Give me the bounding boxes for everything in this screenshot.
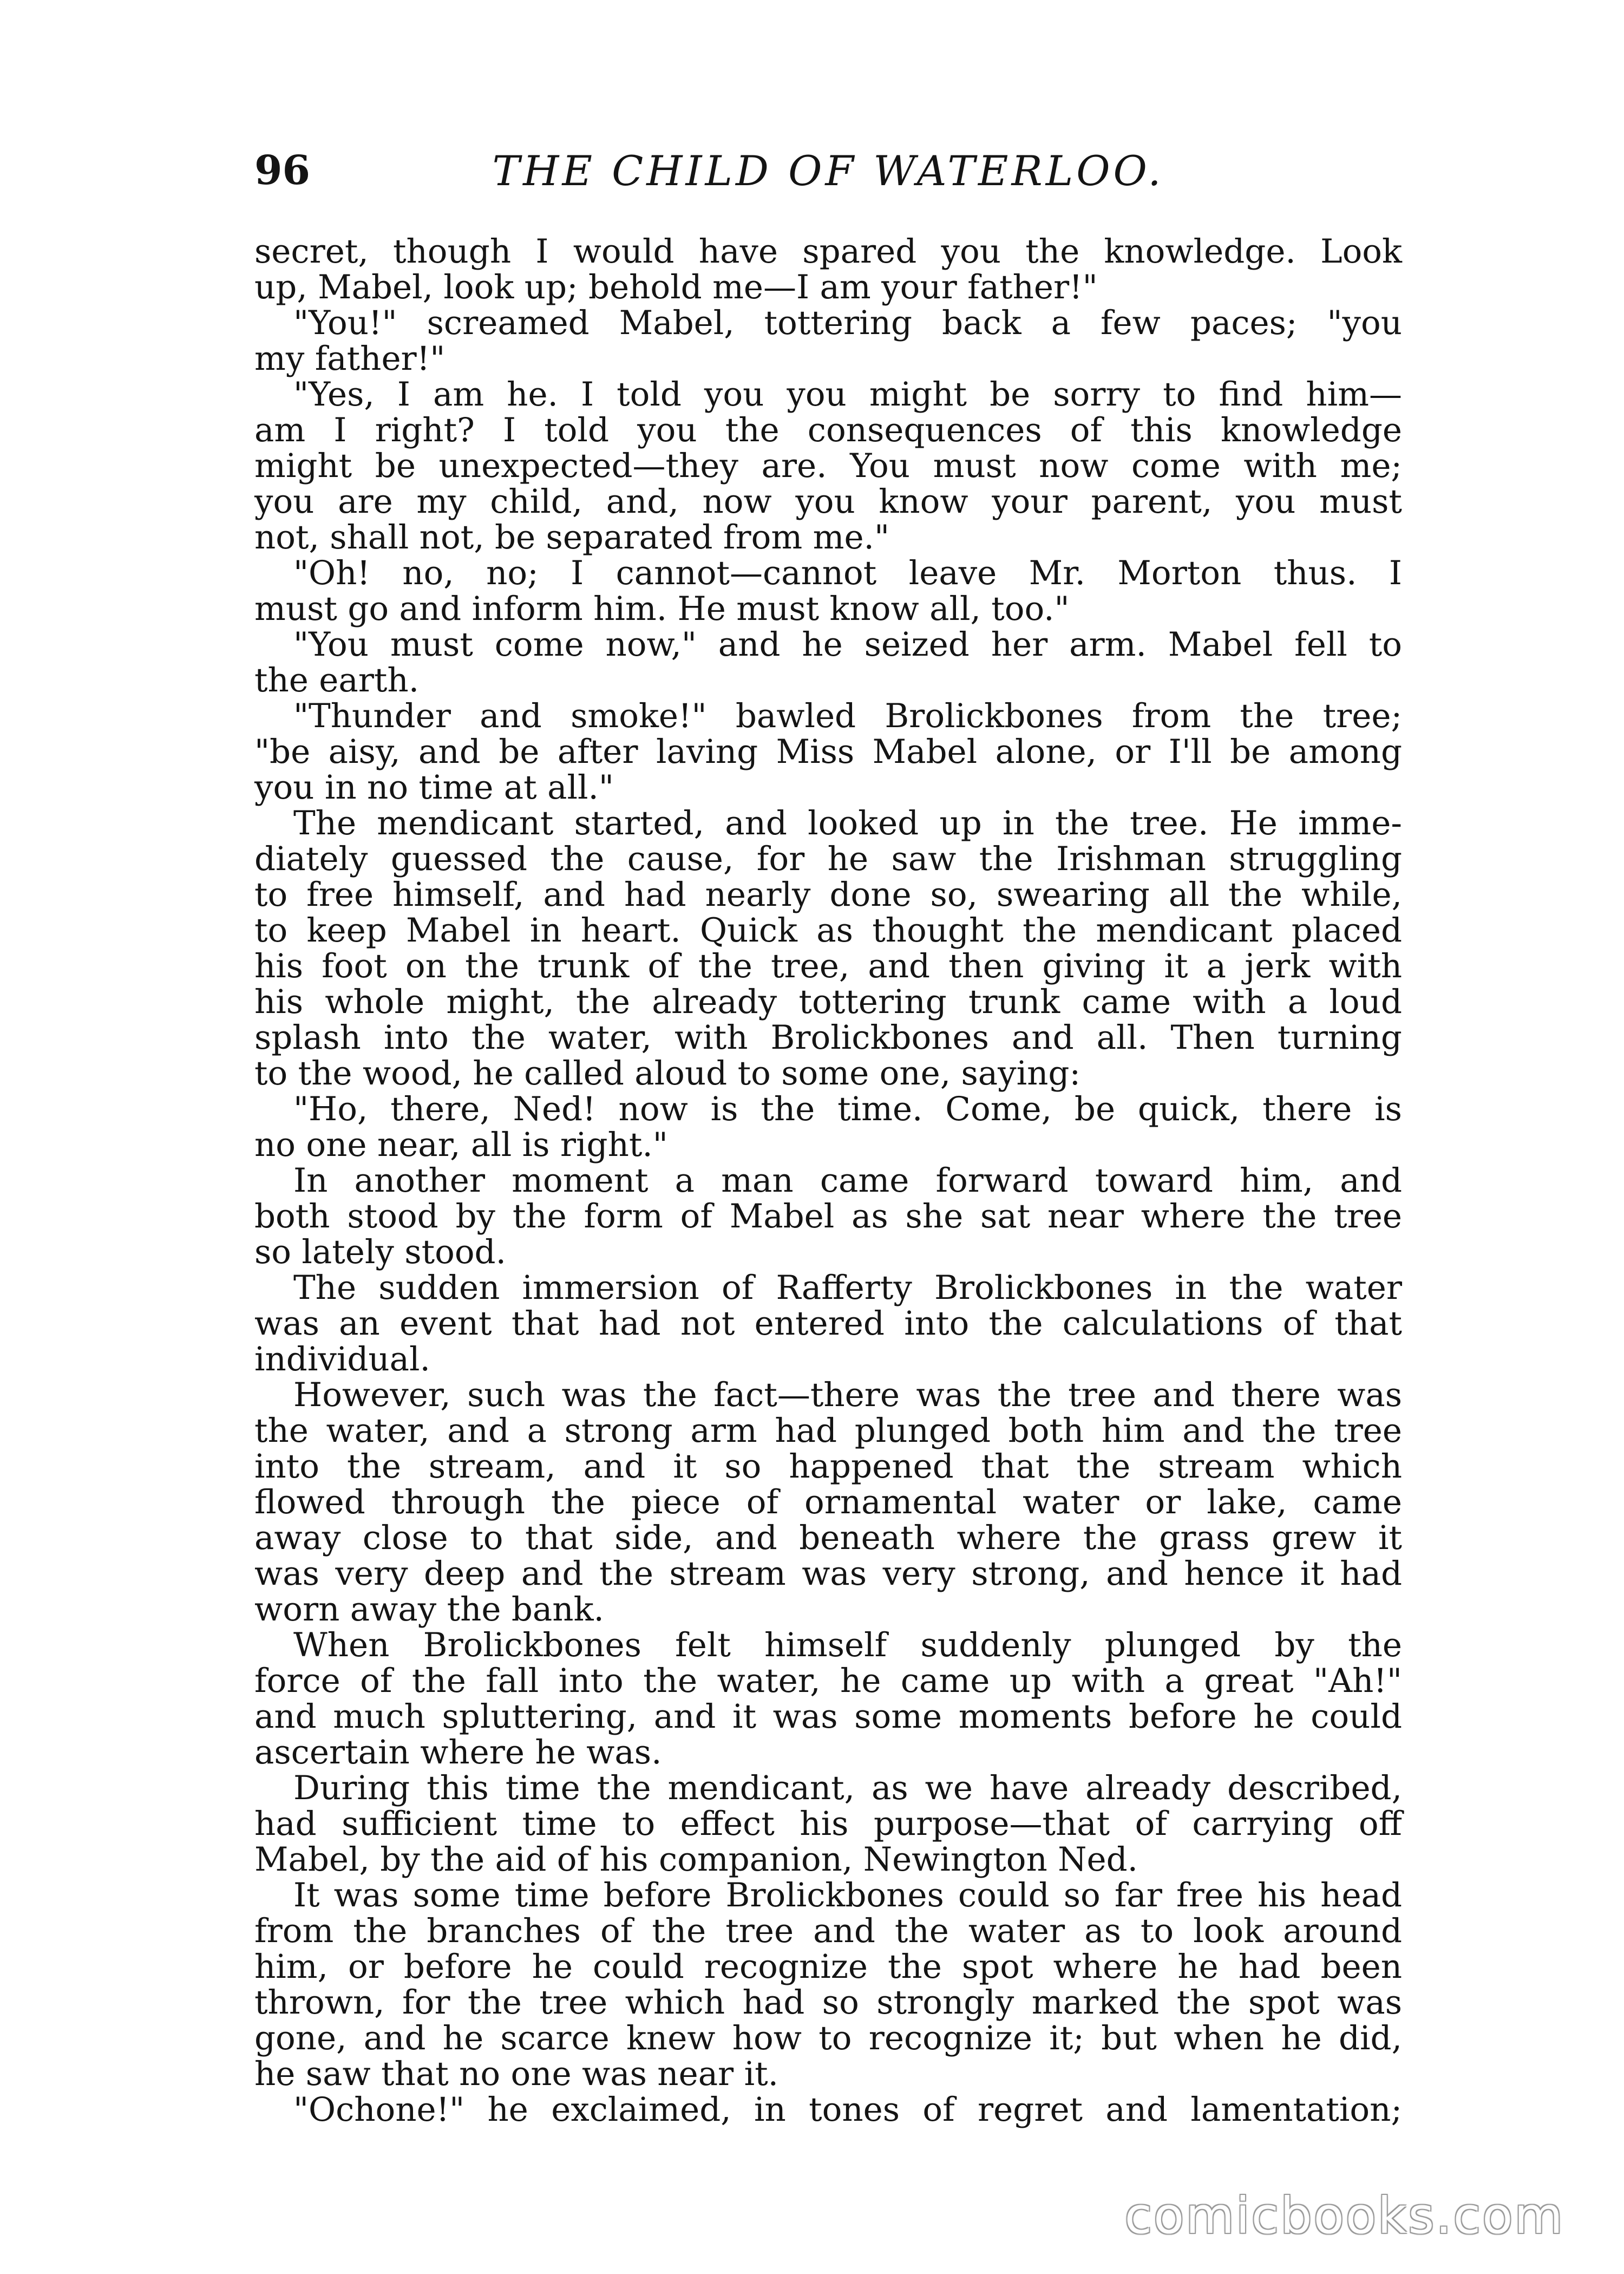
text-line: In another moment a man came forward toward him, and xyxy=(293,1161,1402,1200)
text-line: "Oh! no, no; I cannot—cannot leave Mr. Morton thus. I xyxy=(293,554,1402,592)
text-line: might be unexpected—they are. You must now come with me; xyxy=(254,447,1402,485)
text-line: splash into the water, with Brolickbones and all. Then turning xyxy=(254,1018,1402,1057)
page-number: 96 xyxy=(254,147,310,194)
text-line: "You!" screamed Mabel, tottering back a few paces; "you xyxy=(293,304,1402,342)
text-line: his foot on the trunk of the tree, and then giving it a jerk with xyxy=(254,947,1402,985)
text-line: "You must come now," and he seized her arm. Mabel fell to xyxy=(293,625,1402,664)
text-line: you are my child, and, now you know your parent, you must xyxy=(254,482,1402,521)
text-line: "Thunder and smoke!" bawled Brolickbones from the tree; xyxy=(293,697,1402,735)
text-line: him, or before he could recognize the spot where he had been xyxy=(254,1948,1402,1986)
text-line: into the stream, and it so happened that the stream which xyxy=(254,1447,1402,1486)
text-line: had sufficient time to effect his purpose—that of carrying off xyxy=(254,1805,1402,1843)
text-line: It was some time before Brolickbones could so far free his head xyxy=(293,1876,1402,1914)
text-line: his whole might, the already tottering trunk came with a loud xyxy=(254,983,1402,1021)
text-line: my father!" xyxy=(254,339,446,378)
text-line: am I right? I told you the consequences of this knowledge xyxy=(254,411,1402,449)
page-header xyxy=(254,145,1402,210)
text-line: to free himself, and had nearly done so, swearing all the while, xyxy=(254,875,1402,914)
running-head-title: THE CHILD OF WATERLOO. xyxy=(492,147,1164,195)
text-line: The sudden immersion of Rafferty Brolickbones in the water xyxy=(293,1269,1402,1307)
text-line: and much spluttering, and it was some moments before he could xyxy=(254,1697,1402,1736)
text-line: "be aisy, and be after laving Miss Mabel alone, or I'll be among xyxy=(254,733,1402,771)
text-line: ascertain where he was. xyxy=(254,1733,662,1772)
text-line: The mendicant started, and looked up in the tree. He imme- xyxy=(293,804,1402,842)
text-line: the water, and a strong arm had plunged both him and the tree xyxy=(254,1412,1402,1450)
text-line: However, such was the fact—there was the tree and there was xyxy=(293,1376,1402,1414)
text-line: to the wood, he called aloud to some one, saying: xyxy=(254,1054,1081,1093)
text-line: so lately stood. xyxy=(254,1233,506,1271)
text-line: worn away the bank. xyxy=(254,1590,604,1629)
text-line: When Brolickbones felt himself suddenly plunged by the xyxy=(293,1626,1402,1664)
text-line: secret, though I would have spared you the knowledge. Look xyxy=(254,232,1402,271)
text-line: gone, and he scarce knew how to recognize it; but when he did, xyxy=(254,2019,1402,2057)
text-line: no one near, all is right." xyxy=(254,1126,668,1164)
text-line: you in no time at all." xyxy=(254,768,614,807)
text-line: diately guessed the cause, for he saw the Irishman struggling xyxy=(254,840,1402,878)
text-line: was an event that had not entered into the calculations of that xyxy=(254,1304,1402,1343)
text-line: away close to that side, and beneath where the grass grew it xyxy=(254,1519,1402,1557)
text-line: thrown, for the tree which had so strongly marked the spot was xyxy=(254,1983,1402,2022)
text-line: "Ochone!" he exclaimed, in tones of regret and lamentation; xyxy=(293,2090,1402,2129)
text-line: individual. xyxy=(254,1340,430,1378)
text-line: "Yes, I am he. I told you you might be sorry to find him— xyxy=(293,375,1402,414)
text-line: During this time the mendicant, as we have already described, xyxy=(293,1769,1402,1807)
text-line: force of the fall into the water, he came up with a great "Ah!" xyxy=(254,1662,1402,1700)
watermark-logo: comicbooks.com xyxy=(1124,2187,1564,2245)
text-line: he saw that no one was near it. xyxy=(254,2055,779,2093)
body-text xyxy=(254,234,1402,2128)
text-line: not, shall not, be separated from me." xyxy=(254,518,889,557)
text-line: "Ho, there, Ned! now is the time. Come, be quick, there is xyxy=(293,1090,1402,1128)
text-line: both stood by the form of Mabel as she sat near where the tree xyxy=(254,1197,1402,1236)
text-line: up, Mabel, look up; behold me—I am your father!" xyxy=(254,268,1098,306)
text-line: to keep Mabel in heart. Quick as thought the mendicant placed xyxy=(254,911,1402,950)
text-line: flowed through the piece of ornamental water or lake, came xyxy=(254,1483,1402,1521)
text-line: Mabel, by the aid of his companion, Newington Ned. xyxy=(254,1840,1138,1879)
text-line: from the branches of the tree and the water as to look around xyxy=(254,1912,1402,1950)
text-line: the earth. xyxy=(254,661,420,700)
text-line: must go and inform him. He must know all, too." xyxy=(254,590,1070,628)
text-line: was very deep and the stream was very strong, and hence it had xyxy=(254,1554,1402,1593)
